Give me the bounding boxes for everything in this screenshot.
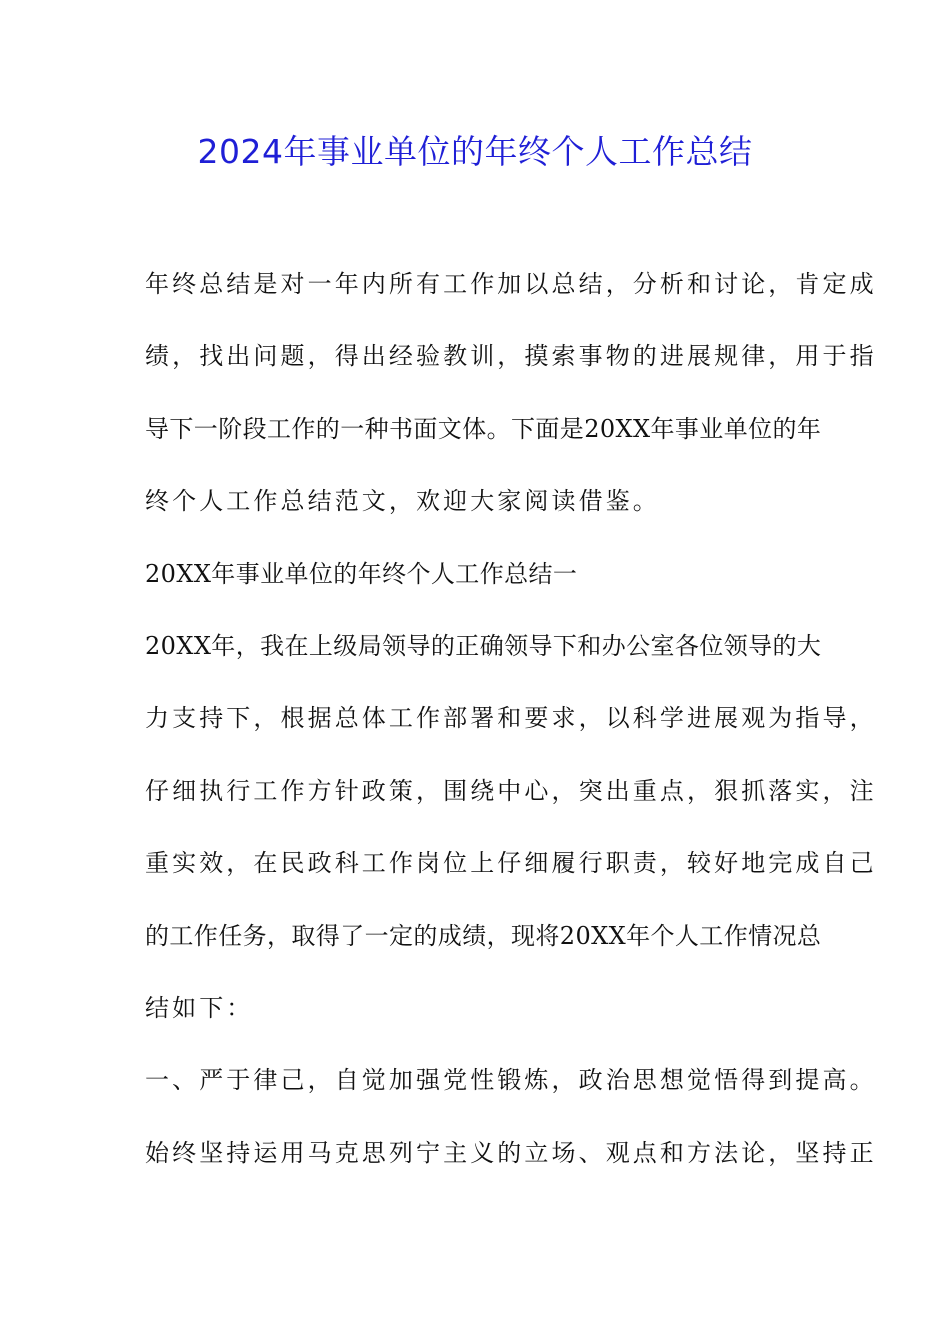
section-heading: 20XX年事业单位的年终个人工作总结一 (145, 559, 578, 588)
paragraph-line: 始终坚持运用马克思列宁主义的立场、观点和方法论，坚持正 (145, 1138, 877, 1167)
paragraph-line: 年终总结是对一年内所有工作加以总结，分析和讨论，肯定成 (145, 270, 877, 298)
paragraph-line: 导下一阶段工作的一种书面文体。下面是20XX年事业单位的年 (145, 414, 822, 443)
paragraph-line: 结如下： (145, 993, 254, 1022)
paragraph-line: 重实效，在民政科工作岗位上仔细履行职责，较好地完成自己 (145, 849, 877, 878)
paragraph-line: 仔细执行工作方针政策，围绕中心，突出重点，狠抓落实，注 (145, 776, 877, 805)
paragraph-line: 20XX年，我在上级局领导的正确领导下和办公室各位领导的大 (145, 631, 822, 660)
paragraph-line: 绩，找出问题，得出经验教训，摸索事物的进展规律，用于指 (145, 342, 877, 371)
document-title: 2024年事业单位的年终个人工作总结 (197, 132, 753, 171)
paragraph-line: 力支持下，根据总体工作部署和要求，以科学进展观为指导， (145, 704, 877, 733)
paragraph-line: 的工作任务，取得了一定的成绩，现将20XX年个人工作情况总 (145, 921, 822, 950)
numbered-heading: 一、严于律己，自觉加强党性锻炼，政治思想觉悟得到提高。 (145, 1066, 877, 1095)
document-body (145, 258, 877, 1199)
paragraph-line: 终个人工作总结范文，欢迎大家阅读借鉴。 (145, 487, 660, 516)
